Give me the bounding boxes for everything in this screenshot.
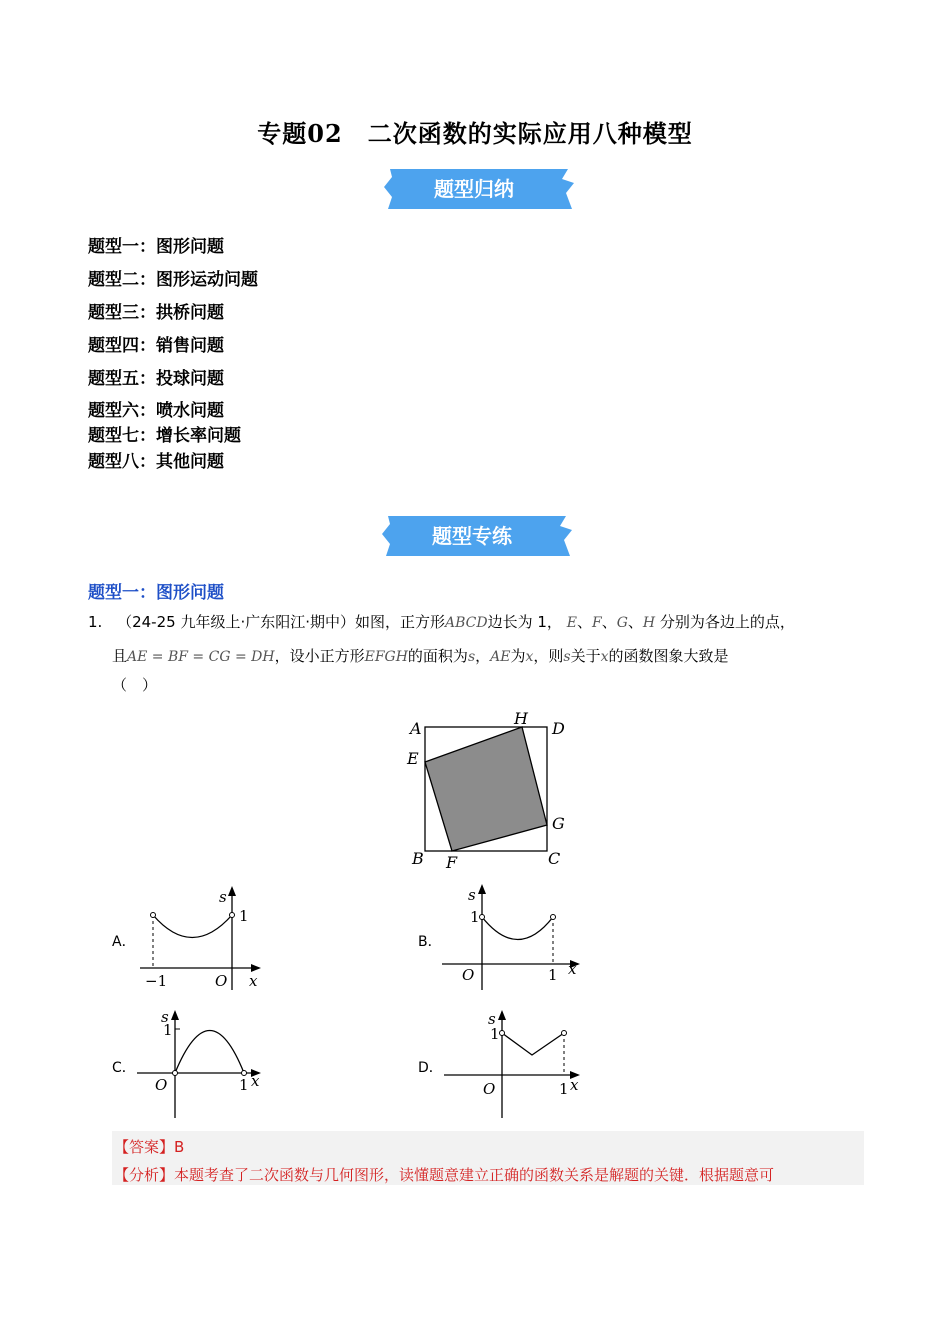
- tick-1: 1: [239, 907, 249, 925]
- option-a-graph[interactable]: [135, 882, 265, 992]
- summary-banner: [382, 167, 576, 211]
- axis-label-s: s: [488, 1010, 496, 1028]
- analysis-tag: 【分析】: [114, 1166, 175, 1184]
- question-text: 分别为各边上的点，: [659, 613, 795, 631]
- axis-label-x: x: [251, 1072, 260, 1090]
- type-item-7: 题型七：增长率问题: [88, 426, 241, 446]
- tick-1-x: 1: [239, 1076, 249, 1094]
- math-var: F: [591, 615, 602, 631]
- curve: [482, 917, 553, 940]
- math-var: x: [600, 649, 609, 665]
- type-item-5: 题型五：投球问题: [88, 369, 224, 389]
- arrow-icon: [478, 884, 486, 894]
- label-E: E: [407, 749, 419, 768]
- question-line-1: [88, 607, 795, 638]
- question-text: ，设小正方形: [274, 647, 365, 665]
- math-var: ABCD: [445, 615, 488, 631]
- label-D: D: [552, 719, 565, 738]
- square-figure: [400, 704, 580, 874]
- origin-label: O: [215, 972, 228, 990]
- question-text: ，则: [533, 647, 564, 665]
- tick-neg1: −1: [145, 972, 168, 990]
- label-C: C: [548, 849, 561, 868]
- practice-banner: [380, 514, 574, 558]
- math-var: G: [616, 615, 628, 631]
- arrow-icon: [228, 886, 236, 896]
- type-item-3: 题型三：拱桥问题: [88, 303, 224, 323]
- axis-label-s: s: [468, 886, 476, 904]
- type-item-4: 题型四：销售问题: [88, 336, 224, 356]
- option-a-label[interactable]: A．: [112, 934, 136, 950]
- question-text: 、: [627, 613, 643, 631]
- answer-tag: 【答案】: [114, 1138, 175, 1156]
- option-d-label[interactable]: D．: [418, 1060, 443, 1076]
- question-text: 的函数图象大致是: [608, 647, 729, 665]
- math-var: E: [566, 615, 577, 631]
- question-line-2: [112, 641, 729, 672]
- inner-square: [425, 727, 547, 851]
- question-text: 且: [112, 647, 128, 665]
- open-point: [230, 913, 235, 918]
- question-text: 的面积为: [407, 647, 468, 665]
- open-point: [173, 1071, 178, 1076]
- tick-1-y: 1: [490, 1025, 500, 1043]
- arrow-icon: [251, 964, 261, 972]
- question-source: （24-25 九年级上·广东阳江·期中）: [117, 613, 355, 631]
- question-text: 边长为 1，: [487, 613, 562, 631]
- label-G: G: [552, 814, 565, 833]
- option-c-label[interactable]: C．: [112, 1060, 136, 1076]
- arrow-icon: [171, 1010, 179, 1020]
- question-text: 关于: [570, 647, 601, 665]
- math-var: x: [525, 649, 534, 665]
- label-H: H: [514, 709, 528, 728]
- type-item-1: 题型一：图形问题: [88, 237, 224, 257]
- piecewise-line: [502, 1033, 564, 1055]
- open-point: [151, 913, 156, 918]
- question-text: 为: [510, 647, 526, 665]
- axis-label-s: s: [161, 1008, 169, 1026]
- analysis-text: 本题考查了二次函数与几何图形，读懂题意建立正确的函数关系是解题的关键．根据题意可: [174, 1166, 775, 1184]
- math-var: EFGH: [364, 649, 408, 665]
- type-item-6: 题型六：喷水问题: [88, 401, 224, 421]
- axis-label-x: x: [249, 972, 258, 990]
- question-text: 、: [576, 613, 592, 631]
- option-d-graph[interactable]: [440, 1008, 590, 1120]
- tick-1-x: 1: [548, 966, 558, 984]
- option-c-graph[interactable]: [135, 1008, 265, 1120]
- tick-1-y: 1: [470, 908, 480, 926]
- analysis-line: [114, 1164, 774, 1185]
- page-title: 专题02 二次函数的实际应用八种模型: [257, 119, 693, 148]
- math-var: s: [563, 649, 571, 665]
- type-item-8: 题型八：其他问题: [88, 452, 224, 472]
- arrow-icon: [498, 1010, 506, 1020]
- open-point: [500, 1031, 505, 1036]
- label-A: A: [410, 719, 422, 738]
- open-point: [480, 915, 485, 920]
- type-item-2: 题型二：图形运动问题: [88, 270, 258, 290]
- axis-label-x: x: [568, 960, 577, 978]
- label-B: B: [412, 849, 424, 868]
- origin-label: O: [483, 1080, 496, 1098]
- math-equation: AE = BF = CG = DH: [127, 649, 275, 665]
- math-var: s: [467, 649, 476, 665]
- question-text: 如图，正方形: [355, 613, 446, 631]
- open-point: [562, 1031, 567, 1036]
- curve: [175, 1031, 244, 1074]
- axis-label-x: x: [570, 1076, 579, 1094]
- axis-label-s: s: [219, 888, 227, 906]
- summary-banner-text: 题型归纳: [434, 177, 514, 201]
- tick-1-x: 1: [559, 1080, 569, 1098]
- option-b-label[interactable]: B．: [418, 934, 442, 950]
- question-number: 1.: [88, 613, 103, 631]
- curve: [153, 915, 232, 938]
- tick-1-y: 1: [163, 1021, 173, 1039]
- open-point: [242, 1071, 247, 1076]
- origin-label: O: [462, 966, 475, 984]
- answer-paren: （ ）: [112, 676, 158, 694]
- question-text: ，: [475, 647, 491, 665]
- question-text: 、: [601, 613, 617, 631]
- math-var: AE: [490, 649, 511, 665]
- origin-label: O: [155, 1076, 168, 1094]
- answer-value: B: [174, 1138, 185, 1156]
- label-F: F: [446, 853, 458, 872]
- math-var: H: [642, 615, 656, 631]
- practice-banner-text: 题型专练: [432, 524, 512, 548]
- answer-line: [114, 1136, 184, 1157]
- section-heading: 题型一：图形问题: [88, 583, 224, 603]
- open-point: [551, 915, 556, 920]
- option-b-graph[interactable]: [440, 880, 590, 992]
